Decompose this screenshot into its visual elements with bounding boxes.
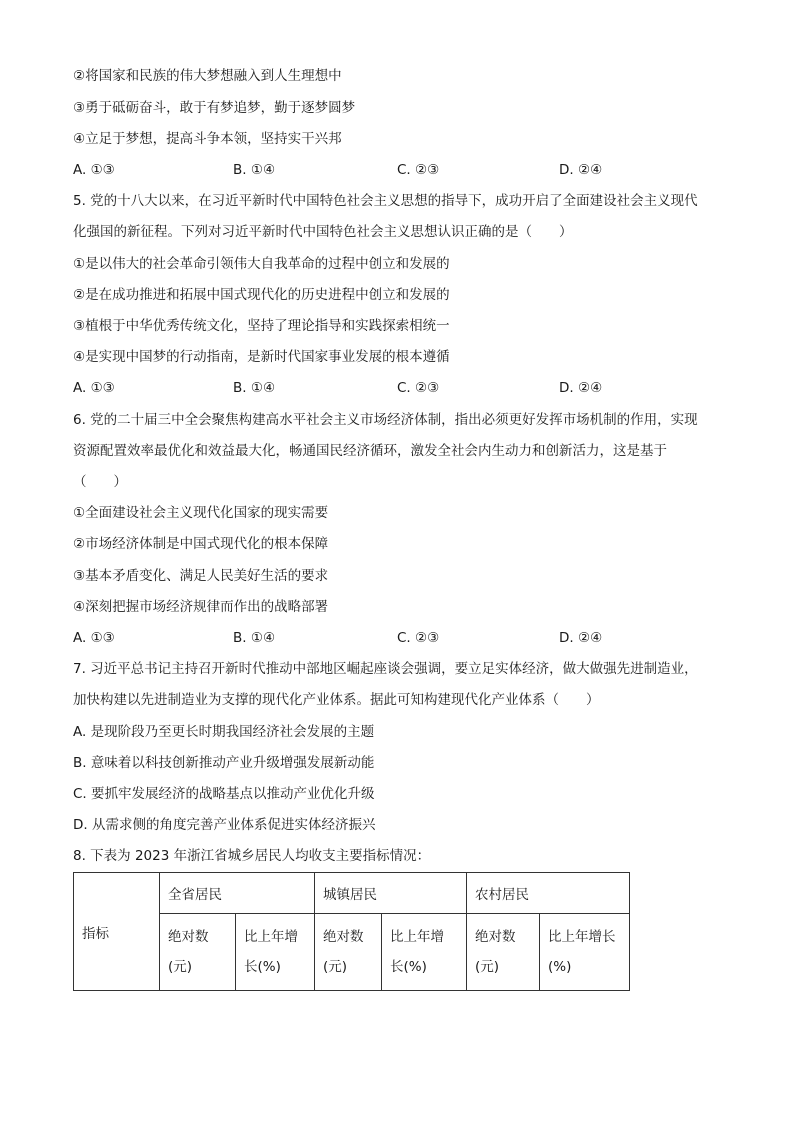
table-sub-header: 绝对数 (元) — [315, 914, 382, 991]
q4-option-d[interactable]: D. ②④ — [559, 162, 603, 178]
q6-item-2: ②市场经济体制是中国式现代化的根本保障 — [73, 536, 329, 552]
q4-option-c[interactable]: C. ②③ — [397, 162, 440, 178]
q4-item-2: ②将国家和民族的伟大梦想融入到人生理想中 — [73, 68, 342, 84]
table-sub-header: 比上年增 长(%) — [236, 914, 315, 991]
q4-options — [73, 160, 633, 180]
q6-option-a[interactable]: A. ①③ — [73, 630, 115, 646]
q5-item-1: ①是以伟大的社会革命引领伟大自我革命的过程中创立和发展的 — [73, 256, 450, 272]
q7-choice-c[interactable]: C. 要抓牢发展经济的战略基点以推动产业优化升级 — [73, 786, 375, 802]
table-group-urban: 城镇居民 — [315, 873, 467, 914]
q5-option-a[interactable]: A. ①③ — [73, 380, 115, 396]
q7-choice-a[interactable]: A. 是现阶段乃至更长时期我国经济社会发展的主题 — [73, 724, 375, 740]
q5-item-3: ③植根于中华优秀传统文化，坚持了理论指导和实践探索相统一 — [73, 318, 450, 334]
q4-item-3: ③勇于砥砺奋斗，敢于有梦追梦，勤于逐梦圆梦 — [73, 100, 356, 116]
table-sub-header: 绝对数 (元) — [160, 914, 236, 991]
table-sub-header: 比上年增 长(%) — [382, 914, 467, 991]
q5-item-4: ④是实现中国梦的行动指南，是新时代国家事业发展的根本遵循 — [73, 349, 450, 365]
q6-option-b[interactable]: B. ①④ — [233, 630, 276, 646]
q6-options — [73, 628, 633, 648]
q5-options — [73, 378, 633, 398]
q5-stem-line-1: 5. 党的十八大以来，在习近平新时代中国特色社会主义思想的指导下，成功开启了全面建设社会主义现代 — [73, 193, 698, 209]
q6-option-c[interactable]: C. ②③ — [397, 630, 440, 646]
table-sub-header: 绝对数 (元) — [467, 914, 540, 991]
q5-option-c[interactable]: C. ②③ — [397, 380, 440, 396]
q6-item-4: ④深刻把握市场经济规律而作出的战略部署 — [73, 599, 329, 615]
table-sub-header: 比上年增长 (%) — [540, 914, 630, 991]
table-group-rural: 农村居民 — [467, 873, 630, 914]
q7-stem-line-1: 7. 习近平总书记主持召开新时代推动中部地区崛起座谈会强调，要立足实体经济，做大做强先进制造业， — [73, 661, 698, 677]
q5-stem-line-2: 化强国的新征程。下列对习近平新时代中国特色社会主义思想认识正确的是（ ） — [73, 224, 573, 240]
q6-stem-line-2: 资源配置效率最优化和效益最大化，畅通国民经济循环，激发全社会内生动力和创新活力，这是基于 — [73, 443, 667, 459]
q4-item-4: ④立足于梦想，提高斗争本领，坚持实干兴邦 — [73, 131, 342, 147]
q6-item-3: ③基本矛盾变化、满足人民美好生活的要求 — [73, 568, 329, 584]
q8-stem: 8. 下表为 2023 年浙江省城乡居民人均收支主要指标情况： — [73, 848, 431, 864]
table-group-province: 全省居民 — [160, 873, 315, 914]
q4-option-b[interactable]: B. ①④ — [233, 162, 276, 178]
q7-choice-d[interactable]: D. 从需求侧的角度完善产业体系促进实体经济振兴 — [73, 817, 376, 833]
q7-choice-b[interactable]: B. 意味着以科技创新推动产业升级增强发展新动能 — [73, 755, 375, 771]
q6-stem-line-3: （ ） — [73, 474, 127, 490]
income-table — [73, 872, 630, 991]
q6-option-d[interactable]: D. ②④ — [559, 630, 603, 646]
q6-item-1: ①全面建设社会主义现代化国家的现实需要 — [73, 505, 329, 521]
q4-option-a[interactable]: A. ①③ — [73, 162, 115, 178]
q5-item-2: ②是在成功推进和拓展中国式现代化的历史进程中创立和发展的 — [73, 287, 450, 303]
table-row-header: 指标 — [74, 873, 160, 991]
q7-stem-line-2: 加快构建以先进制造业为支撑的现代化产业体系。据此可知构建现代化产业体系（ ） — [73, 692, 600, 708]
q5-option-b[interactable]: B. ①④ — [233, 380, 276, 396]
q6-stem-line-1: 6. 党的二十届三中全会聚焦构建高水平社会主义市场经济体制，指出必须更好发挥市场机制的作用，实现 — [73, 412, 698, 428]
q5-option-d[interactable]: D. ②④ — [559, 380, 603, 396]
